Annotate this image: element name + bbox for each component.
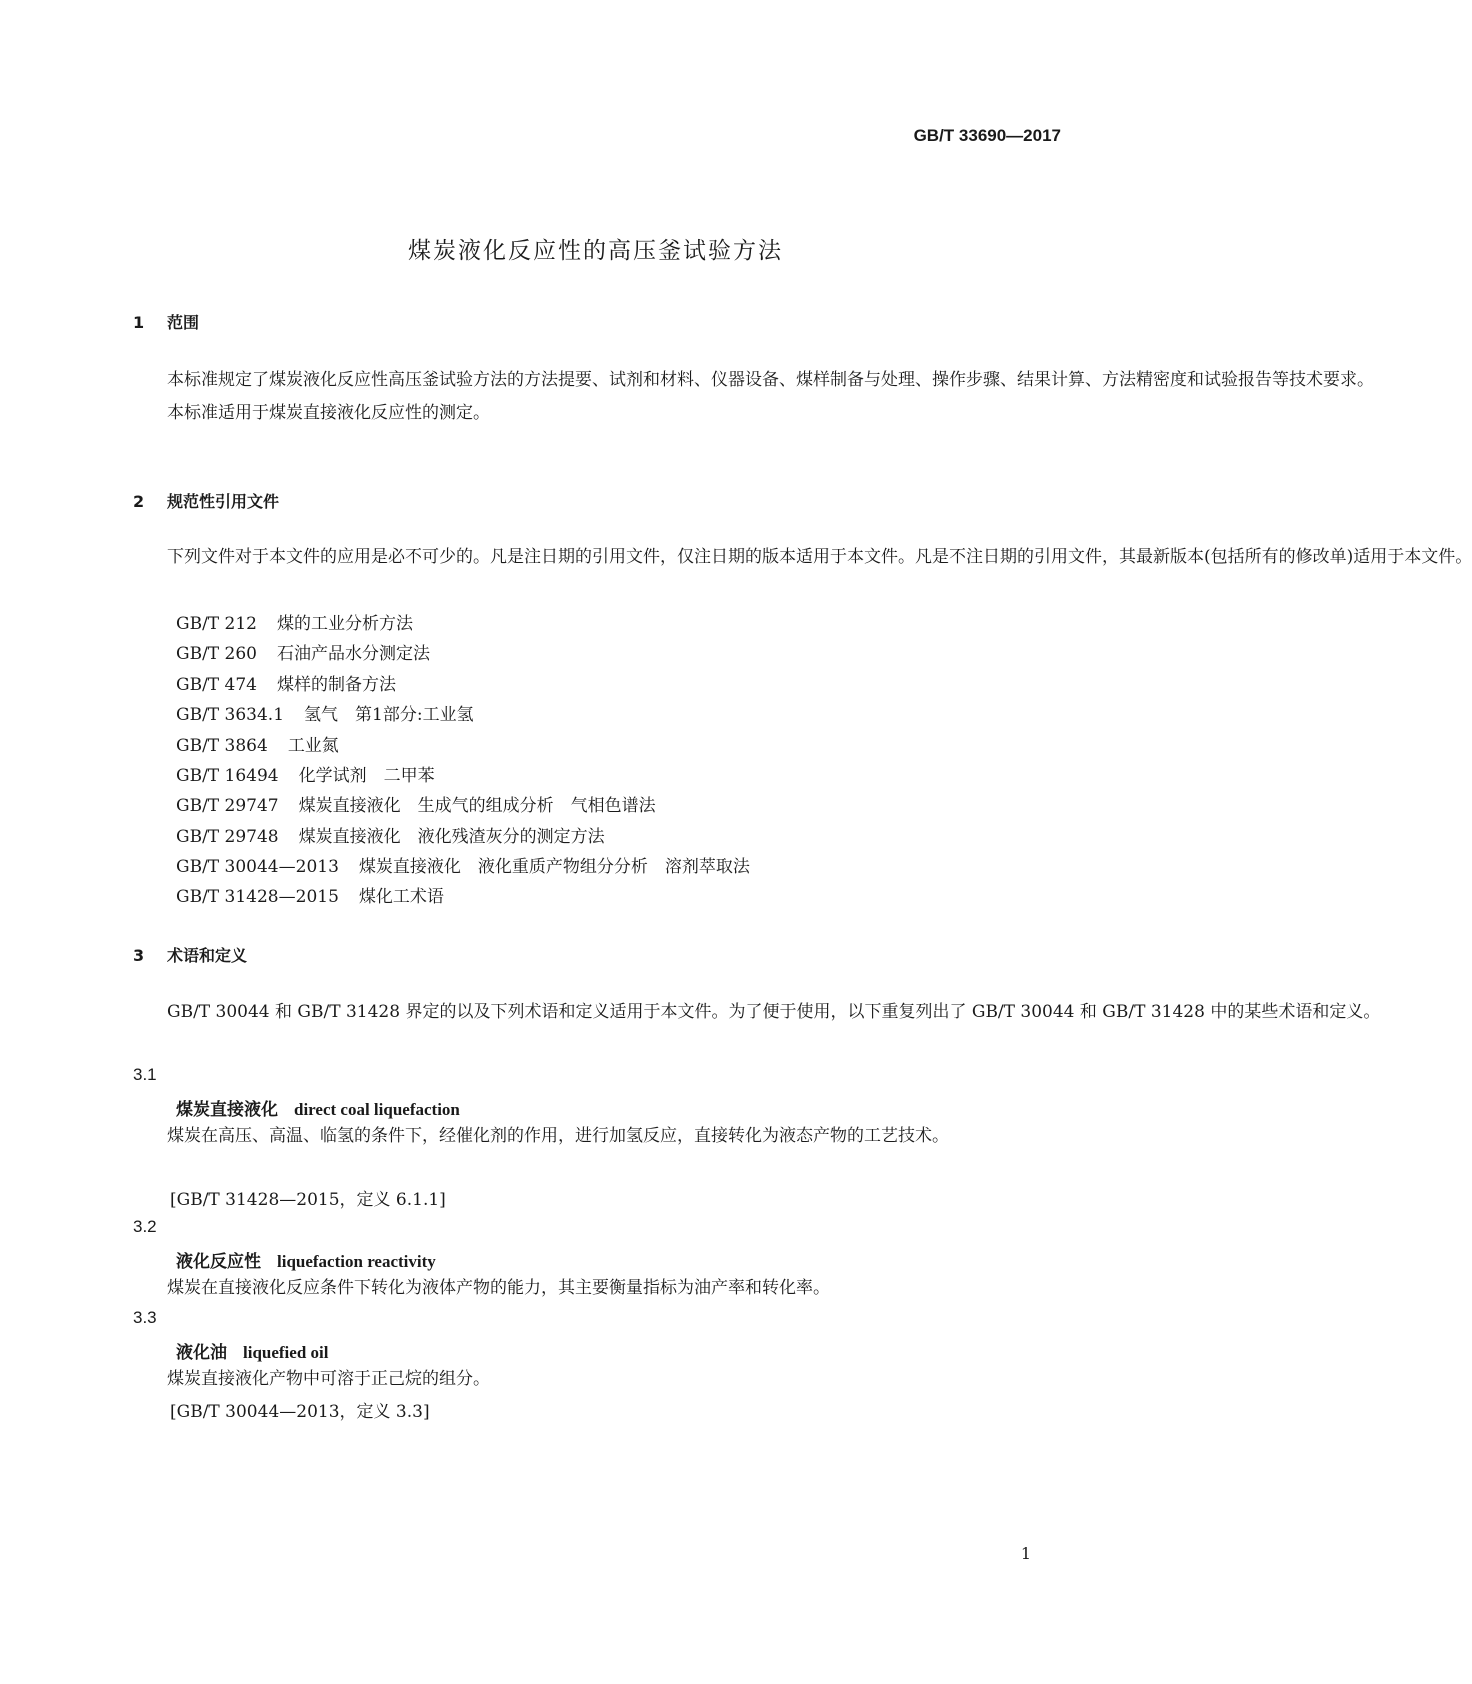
reference-item — [176, 822, 605, 847]
paragraph: 煤炭在高压、高温、临氢的条件下，经催化剂的作用，进行加氢反应，直接转化为液态产物的工艺技术。 — [167, 1126, 949, 1146]
reference-item — [176, 639, 430, 664]
paragraph: 本标准适用于煤炭直接液化反应性的测定。 — [167, 403, 490, 423]
term-zh: 液化反应性 — [176, 1252, 261, 1272]
document-title: 煤炭液化反应性的高压釜试验方法 — [408, 238, 783, 264]
reference-title: 石油产品水分测定法 — [277, 644, 430, 664]
reference-title: 煤炭直接液化 生成气的组成分析 气相色谱法 — [298, 796, 656, 816]
term-heading — [176, 1247, 436, 1272]
section-1-heading — [133, 310, 199, 333]
reference-code: GB/T 16494 — [176, 766, 279, 786]
reference-item — [176, 761, 435, 786]
term-heading — [176, 1095, 460, 1120]
section-number: 3 — [133, 946, 145, 965]
section-2-intro — [133, 541, 1472, 574]
reference-code: GB/T 29748 — [176, 827, 279, 847]
section-title: 术语和定义 — [167, 946, 248, 965]
reference-code: GB/T 474 — [176, 675, 257, 695]
paragraph: 本标准规定了煤炭液化反应性高压釜试验方法的方法提要、试剂和材料、仪器设备、煤样制备与处理、操作步骤、结果计算、方法精密度和试验报告等技术要求。 — [167, 370, 1374, 390]
page-number: 1 — [1020, 1544, 1031, 1563]
section-number: 2 — [133, 492, 145, 511]
reference-title: 煤化工术语 — [358, 887, 444, 907]
reference-code: GB/T 3634.1 — [176, 705, 285, 725]
term-definition — [133, 1272, 1059, 1305]
term-number: 3.1 — [133, 1065, 157, 1084]
paragraph: 煤炭在直接液化反应条件下转化为液体产物的能力，其主要衡量指标为油产率和转化率。 — [167, 1278, 830, 1298]
term-definition — [133, 1363, 1059, 1396]
reference-code: GB/T 31428—2015 — [176, 887, 339, 907]
reference-item — [176, 731, 339, 756]
paragraph: 煤炭直接液化产物中可溶于正己烷的组分。 — [167, 1369, 490, 1389]
term-number: 3.3 — [133, 1308, 157, 1327]
reference-code: GB/T 260 — [176, 644, 257, 664]
reference-code: GB/T 212 — [176, 614, 257, 634]
reference-item — [176, 609, 413, 634]
section-number: 1 — [133, 313, 145, 332]
term-zh: 液化油 — [176, 1343, 227, 1363]
section-2-heading — [133, 489, 279, 512]
reference-title: 工业氮 — [287, 736, 339, 756]
term-en: liquefied oil — [243, 1343, 329, 1362]
term-en: liquefaction reactivity — [277, 1252, 436, 1271]
reference-code: GB/T 30044—2013 — [176, 857, 339, 877]
term-definition — [133, 1120, 1059, 1153]
section-1-body — [133, 364, 1374, 430]
reference-code: GB/T 3864 — [176, 736, 268, 756]
reference-item — [176, 852, 750, 877]
reference-item — [176, 670, 396, 695]
standard-number: GB/T 33690—2017 — [913, 126, 1061, 145]
reference-title: 煤样的制备方法 — [277, 675, 396, 695]
reference-item — [176, 791, 656, 816]
paragraph: GB/T 30044 和 GB/T 31428 界定的以及下列术语和定义适用于本文件。为了便于使用，以下重复列出了 GB/T 30044 和 GB/T 31428 中的某些术语和定义。 — [167, 1002, 1381, 1022]
term-en: direct coal liquefaction — [294, 1100, 460, 1119]
section-title: 规范性引用文件 — [167, 492, 280, 511]
reference-item — [176, 882, 444, 907]
term-number: 3.2 — [133, 1217, 157, 1236]
term-source: [GB/T 30044—2013，定义 3.3] — [170, 1402, 430, 1422]
reference-title: 煤炭直接液化 液化残渣灰分的测定方法 — [298, 827, 605, 847]
reference-title: 氢气 第1部分:工业氢 — [304, 705, 474, 725]
term-heading — [176, 1338, 328, 1363]
section-title: 范围 — [167, 313, 200, 332]
term-zh: 煤炭直接液化 — [176, 1100, 278, 1120]
paragraph: 下列文件对于本文件的应用是必不可少的。凡是注日期的引用文件，仅注日期的版本适用于本文件。凡是不注日期的引用文件，其最新版本(包括所有的修改单)适用于本文件。 — [167, 547, 1472, 567]
reference-code: GB/T 29747 — [176, 796, 279, 816]
reference-title: 煤炭直接液化 液化重质产物组分分析 溶剂萃取法 — [358, 857, 750, 877]
section-3-intro — [133, 996, 1381, 1029]
reference-title: 煤的工业分析方法 — [277, 614, 413, 634]
reference-item — [176, 700, 474, 725]
reference-title: 化学试剂 二甲苯 — [298, 766, 435, 786]
section-3-heading — [133, 943, 247, 966]
term-source: [GB/T 31428—2015，定义 6.1.1] — [170, 1190, 446, 1210]
